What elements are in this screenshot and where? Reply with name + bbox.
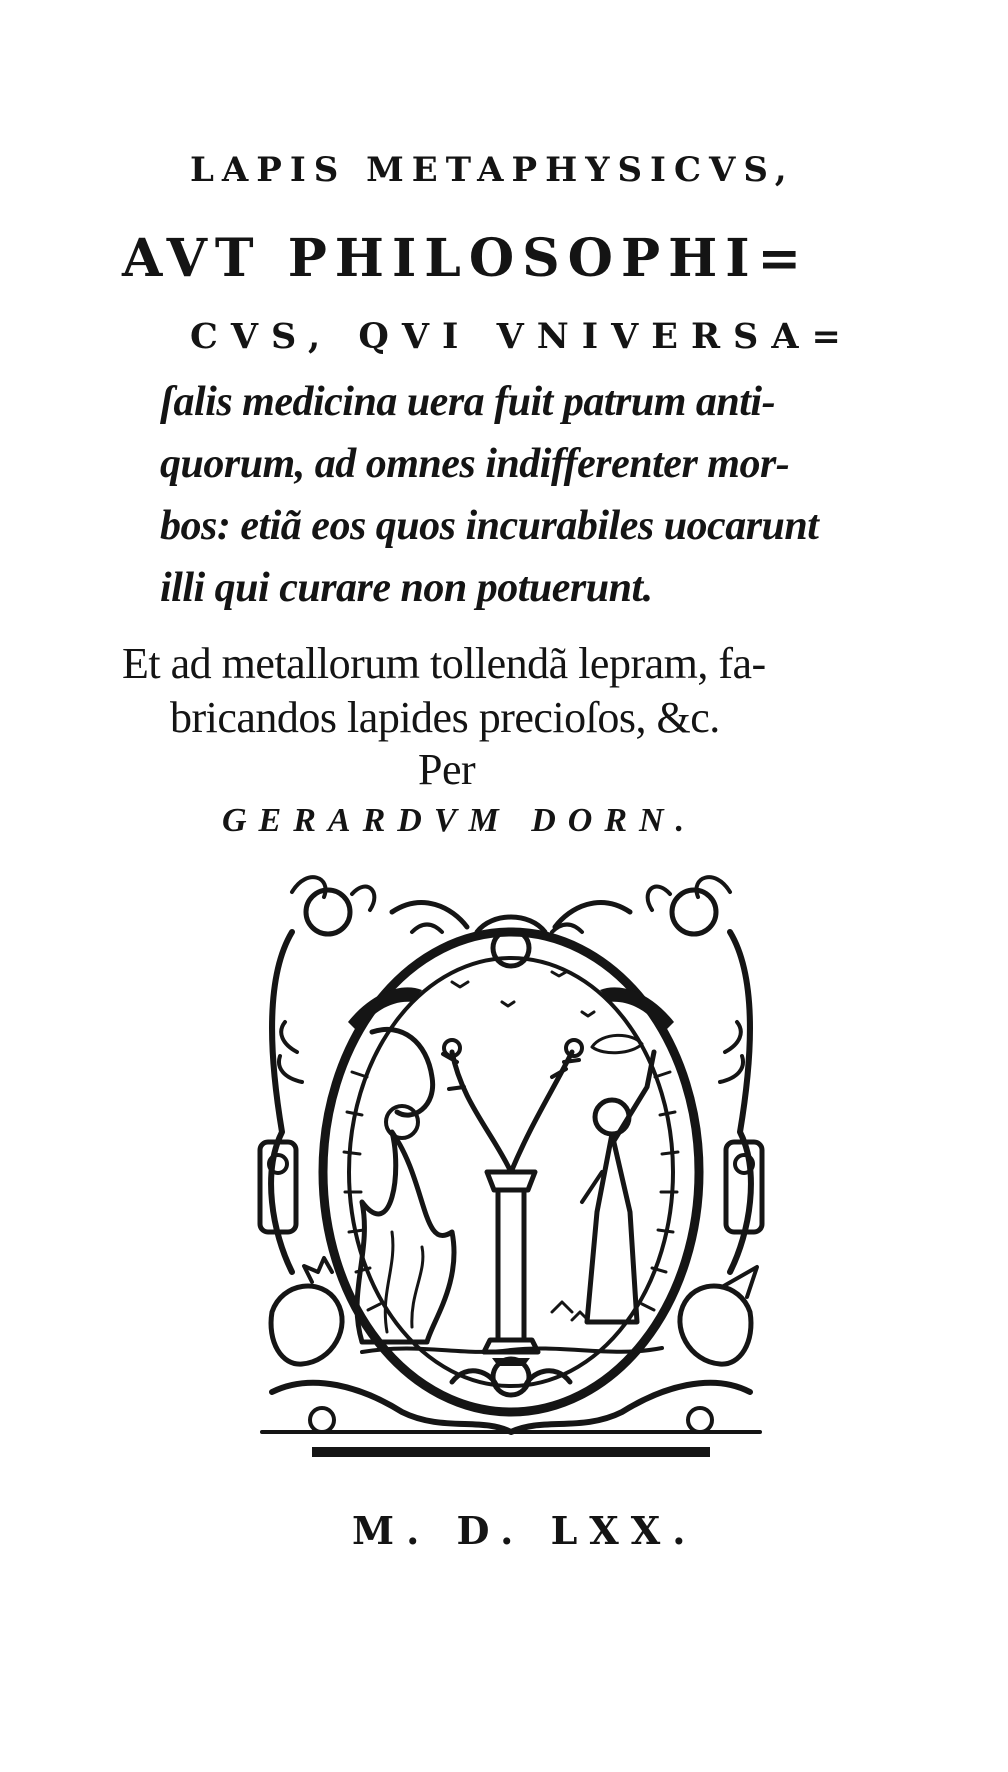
title-line-3: CVS, QVI VNIVERSA= bbox=[190, 316, 854, 357]
per-label: Per bbox=[418, 745, 476, 794]
title-line-2: AVT PHILOSOPHI= bbox=[122, 228, 810, 289]
subtitle-line-1: ſalis medicina uera fuit patrum anti- bbox=[160, 379, 776, 425]
printers-device-woodcut-icon bbox=[252, 872, 770, 1472]
subtitle-line-4: illi qui curare non potuerunt. bbox=[160, 565, 653, 611]
subtitle-line-2: quorum, ad omnes indifferenter mor- bbox=[160, 441, 790, 487]
subtitle-line-3: bos: etiã eos quos incurabiles uocarunt bbox=[160, 503, 819, 549]
author-name: GERARDVM DORN. bbox=[222, 802, 697, 839]
publication-date: M. D. LXX. bbox=[352, 1508, 698, 1553]
description-line-1: Et ad metallorum tollendã lepram, fa- bbox=[122, 639, 766, 688]
title-line-1: LAPIS METAPHYSICVS, bbox=[190, 150, 795, 190]
description-line-2: bricandos lapides precioſos, &c. bbox=[170, 693, 720, 742]
